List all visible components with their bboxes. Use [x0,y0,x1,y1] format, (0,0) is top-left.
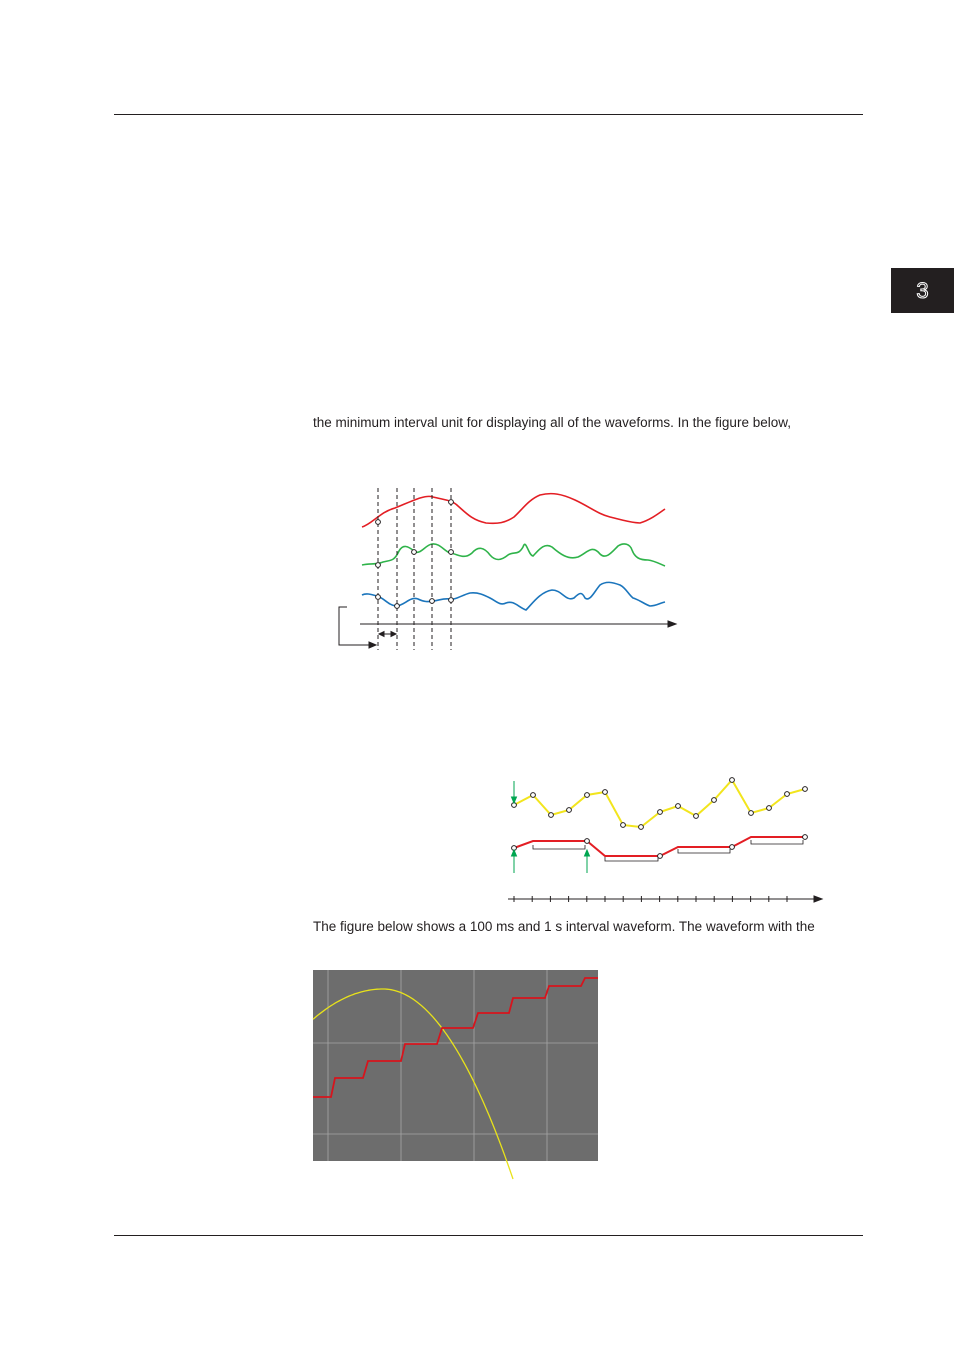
yellow-sample [639,825,644,830]
time-axis-arrow [814,896,822,902]
interval-arrow-right [391,632,396,637]
yellow-sample [712,798,717,803]
callout-bracket [339,607,371,645]
yellow-sample [658,810,663,815]
green-trace [362,544,665,566]
yellow-sample [603,790,608,795]
sample-point [449,598,454,603]
sample-point [430,599,435,604]
header-rule [114,114,863,115]
yellow-sample [567,808,572,813]
chapter-tab[interactable] [891,268,954,313]
axis-ticks [514,896,787,902]
hold-bracket [605,857,658,861]
yellow-sample [621,823,626,828]
red-sample [730,845,735,850]
red-trace [362,494,665,527]
yellow-trace [514,780,805,827]
yellow-sample [785,792,790,797]
sample-point [449,550,454,555]
yellow-sample [549,813,554,818]
yellow-sample [531,793,536,798]
red-sample [585,839,590,844]
paragraph-minimum-interval: the minimum interval unit for displaying all of the waveforms. In the figure below, [313,415,791,430]
sample-point [449,500,454,505]
hold-bracket [533,845,585,849]
red-sample [658,854,663,859]
yellow-sample [749,811,754,816]
figure-screen-waveform [313,970,598,1161]
hold-bracket [751,840,803,844]
red-sample [512,846,517,851]
sample-point [412,550,417,555]
time-axis-arrow [668,621,676,627]
yellow-sample [730,778,735,783]
sample-point [376,563,381,568]
yellow-sample [803,787,808,792]
sample-point [376,595,381,600]
footer-rule [114,1235,863,1236]
chapter-number: 3 [916,277,929,303]
yellow-sample [694,814,699,819]
yellow-sample [767,806,772,811]
yellow-sample [676,804,681,809]
sample-point [376,520,381,525]
screen-background [313,970,598,1161]
interval-arrow-left [379,632,384,637]
callout-arrowhead [369,642,376,648]
sample-point [395,604,400,609]
red-sample [803,835,808,840]
yellow-sample [512,803,517,808]
blue-trace [362,582,665,610]
yellow-sample [585,793,590,798]
red-step-trace [514,837,805,856]
paragraph-interval-waveform: The figure below shows a 100 ms and 1 s interval waveform. The waveform with the [313,919,815,934]
hold-bracket [678,849,730,853]
